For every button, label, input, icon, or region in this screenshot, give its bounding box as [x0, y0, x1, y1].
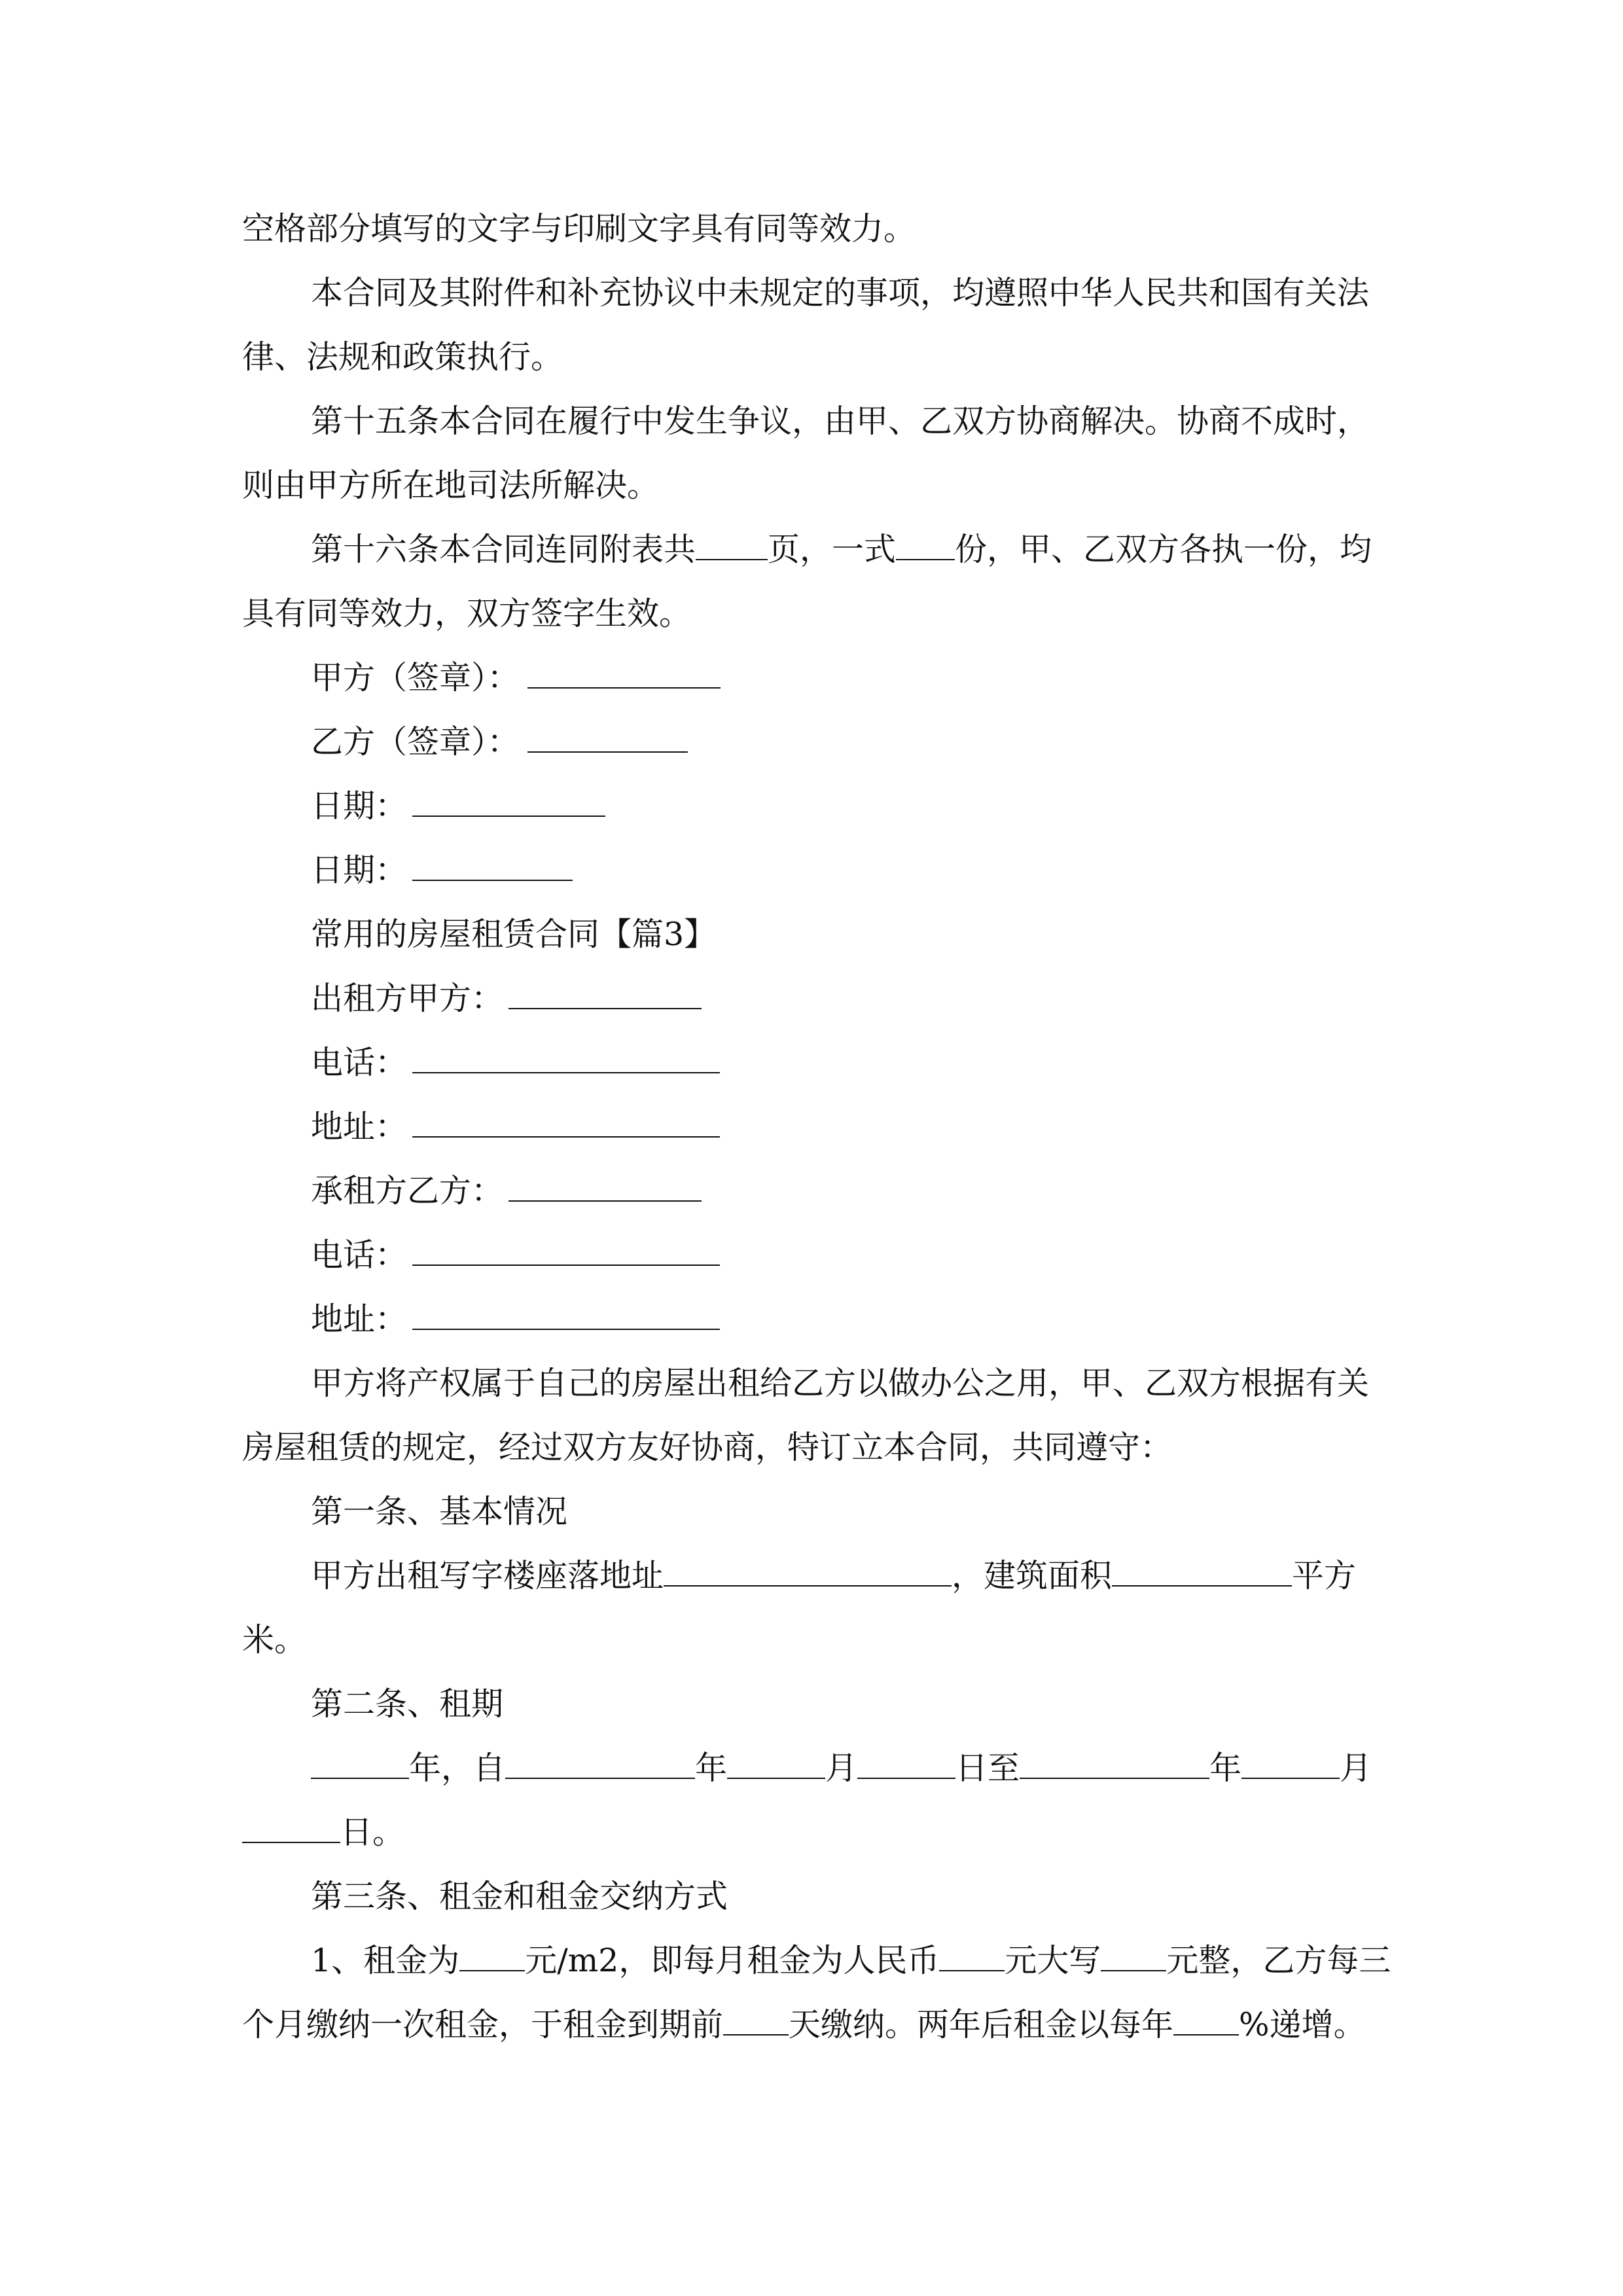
text-line: 日。 — [242, 1813, 404, 1852]
blank-line[interactable] — [527, 723, 688, 753]
text-line: 具有同等效力，双方签字生效。 — [242, 595, 692, 632]
clause-heading: 第三条、租金和租金交纳方式 — [311, 1878, 728, 1915]
text-line: 空格部分填写的文字与印刷文字具有同等效力。 — [242, 210, 916, 247]
text-line: 律、法规和政策执行。 — [242, 338, 563, 376]
form-line: 电话： — [311, 1043, 720, 1083]
text-line: 甲方将产权属于自己的房屋出租给乙方以做办公之用，甲、乙双方根据有关 — [311, 1365, 1370, 1402]
blank-line[interactable] — [664, 1556, 952, 1587]
blank-line[interactable] — [727, 1749, 825, 1779]
blank-line[interactable] — [311, 1749, 409, 1779]
blank-line[interactable] — [459, 1941, 525, 1971]
clause-heading: 第二条、租期 — [311, 1685, 504, 1723]
blank-line[interactable] — [508, 1172, 702, 1202]
blank-line[interactable] — [505, 1749, 695, 1779]
blank-line[interactable] — [412, 1043, 720, 1073]
blank-line[interactable] — [1241, 1749, 1340, 1779]
blank-line[interactable] — [508, 979, 702, 1009]
text-line: 1、租金为 元/m2，即每月租金为人民币 元大写 元整，乙方每三 — [311, 1942, 1391, 1979]
blank-line[interactable] — [1112, 1556, 1292, 1587]
text-line: 米。 — [242, 1621, 307, 1659]
blank-line[interactable] — [857, 1749, 955, 1779]
blank-line[interactable] — [723, 2005, 789, 2036]
text-line: 个月缴纳一次租金，于租金到期前 天缴纳。两年后租金以每年 %递增。 — [242, 2006, 1366, 2043]
blank-line[interactable] — [242, 1813, 340, 1843]
section-title: 常用的房屋租赁合同【篇3】 — [311, 916, 717, 953]
text-line: 房屋租赁的规定，经过双方友好协商，特订立本合同，共同遵守： — [242, 1429, 1173, 1466]
blank-line[interactable] — [412, 1236, 720, 1266]
form-line: 承租方乙方： — [311, 1172, 702, 1211]
clause-heading: 第一条、基本情况 — [311, 1493, 568, 1530]
form-line: 电话： — [311, 1236, 720, 1275]
text-line: 年，自 年 月 日至 年 月 — [311, 1749, 1372, 1788]
blank-line[interactable] — [1173, 2005, 1239, 2036]
text-line: 甲方出租写字楼座落地址 ，建筑面积 平方 — [311, 1557, 1357, 1594]
blank-line[interactable] — [696, 530, 768, 560]
text-line: 第十六条本合同连同附表共 页，一式 份，甲、乙双方各执一份，均 — [311, 531, 1372, 568]
form-line: 地址： — [311, 1300, 720, 1339]
blank-line[interactable] — [896, 530, 955, 560]
blank-line[interactable] — [1020, 1749, 1209, 1779]
date-line: 日期： — [311, 787, 605, 826]
text-line: 第十五条本合同在履行中发生争议，由甲、乙双方协商解决。协商不成时， — [311, 403, 1370, 440]
blank-line[interactable] — [412, 1300, 720, 1330]
blank-line[interactable] — [527, 658, 721, 689]
text-line: 则由甲方所在地司法所解决。 — [242, 467, 660, 504]
blank-line[interactable] — [939, 1941, 1005, 1971]
form-line: 出租方甲方： — [311, 979, 702, 1018]
form-line: 地址： — [311, 1107, 720, 1147]
blank-line[interactable] — [1101, 1941, 1166, 1971]
date-line: 日期： — [311, 851, 573, 890]
blank-line[interactable] — [412, 1107, 720, 1138]
blank-line[interactable] — [412, 851, 573, 881]
blank-line[interactable] — [412, 787, 605, 817]
text-line: 本合同及其附件和补充协议中未规定的事项，均遵照中华人民共和国有关法 — [311, 274, 1370, 312]
signature-line: 乙方（签章）： — [311, 723, 688, 762]
signature-line: 甲方（签章）： — [311, 658, 721, 698]
